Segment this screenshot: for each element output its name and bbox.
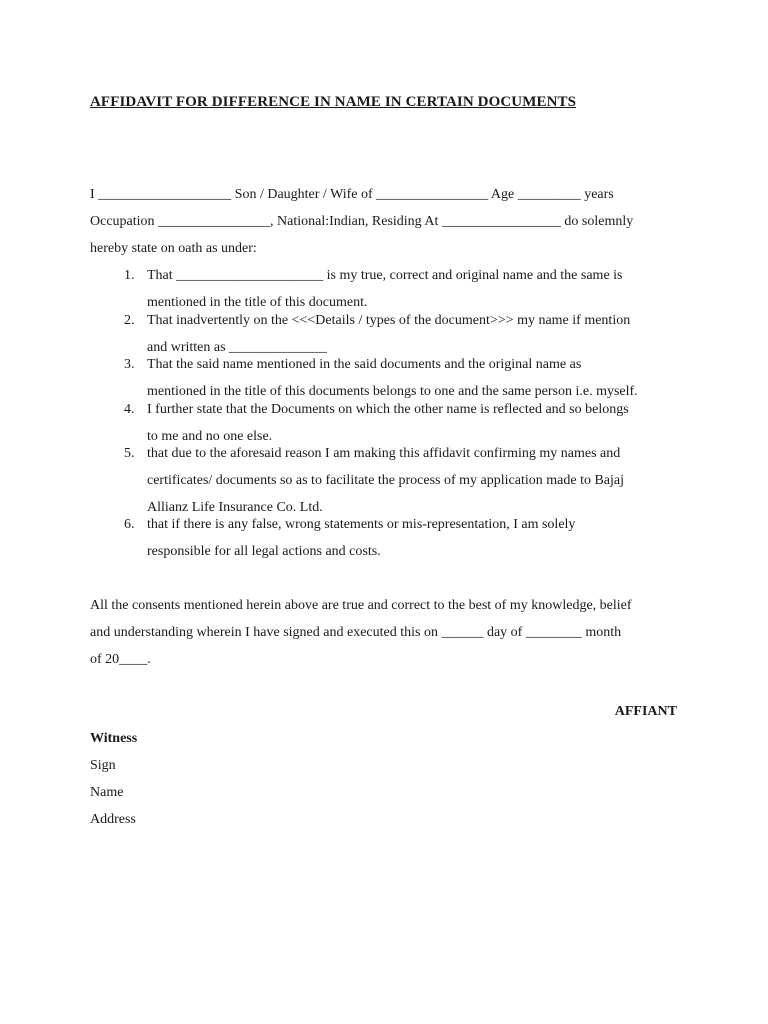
witness-sign-label: Sign bbox=[90, 758, 116, 773]
witness-address-label: Address bbox=[90, 812, 136, 827]
item-3-line-2: mentioned in the title of this documents belongs to one and the same person i.e. myself. bbox=[147, 384, 638, 399]
document-title: AFFIDAVIT FOR DIFFERENCE IN NAME IN CERTAIN DOCUMENTS bbox=[90, 94, 577, 110]
item-number: 4. bbox=[124, 402, 135, 417]
affiant-label: AFFIANT bbox=[614, 704, 677, 719]
item-1-line-1: That _____________________ is my true, correct and original name and the same is bbox=[147, 268, 623, 283]
item-number: 5. bbox=[124, 446, 135, 461]
item-6-line-2: responsible for all legal actions and costs. bbox=[147, 544, 381, 559]
item-6-line-1: that if there is any false, wrong statements or mis-representation, I am solely bbox=[147, 517, 576, 532]
item-3-line-1: That the said name mentioned in the said documents and the original name as bbox=[147, 357, 582, 372]
witness-heading: Witness bbox=[90, 731, 138, 746]
item-5-line-2: certificates/ documents so as to facilitate the process of my application made to Bajaj bbox=[147, 473, 625, 488]
witness-name-label: Name bbox=[90, 785, 124, 800]
item-4-line-1: I further state that the Documents on which the other name is reflected and so belongs bbox=[147, 402, 629, 417]
intro-line-2: Occupation ________________, National:Indian, Residing At _________________ do solemnly bbox=[90, 214, 634, 229]
item-2-line-2: and written as ______________ bbox=[147, 340, 328, 355]
item-4-line-2: to me and no one else. bbox=[147, 429, 273, 444]
item-number: 1. bbox=[124, 268, 135, 283]
item-5-line-3: Allianz Life Insurance Co. Ltd. bbox=[147, 500, 323, 515]
intro-line-3: hereby state on oath as under: bbox=[90, 241, 257, 256]
consent-line-1: All the consents mentioned herein above are true and correct to the best of my knowledge, belief bbox=[90, 598, 632, 613]
consent-line-3: of 20____. bbox=[90, 652, 151, 667]
item-1-line-2: mentioned in the title of this document. bbox=[147, 295, 368, 310]
item-number: 3. bbox=[124, 357, 135, 372]
consent-line-2: and understanding wherein I have signed and executed this on ______ day of ________ month bbox=[90, 625, 622, 640]
intro-line-1: I ___________________ Son / Daughter / Wife of ________________ Age _________ years bbox=[90, 187, 614, 202]
item-2-line-1: That inadvertently on the <<<Details / types of the document>>> my name if mention bbox=[147, 313, 631, 328]
item-number: 2. bbox=[124, 313, 135, 328]
item-5-line-1: that due to the aforesaid reason I am making this affidavit confirming my names and bbox=[147, 446, 621, 461]
item-number: 6. bbox=[124, 517, 135, 532]
